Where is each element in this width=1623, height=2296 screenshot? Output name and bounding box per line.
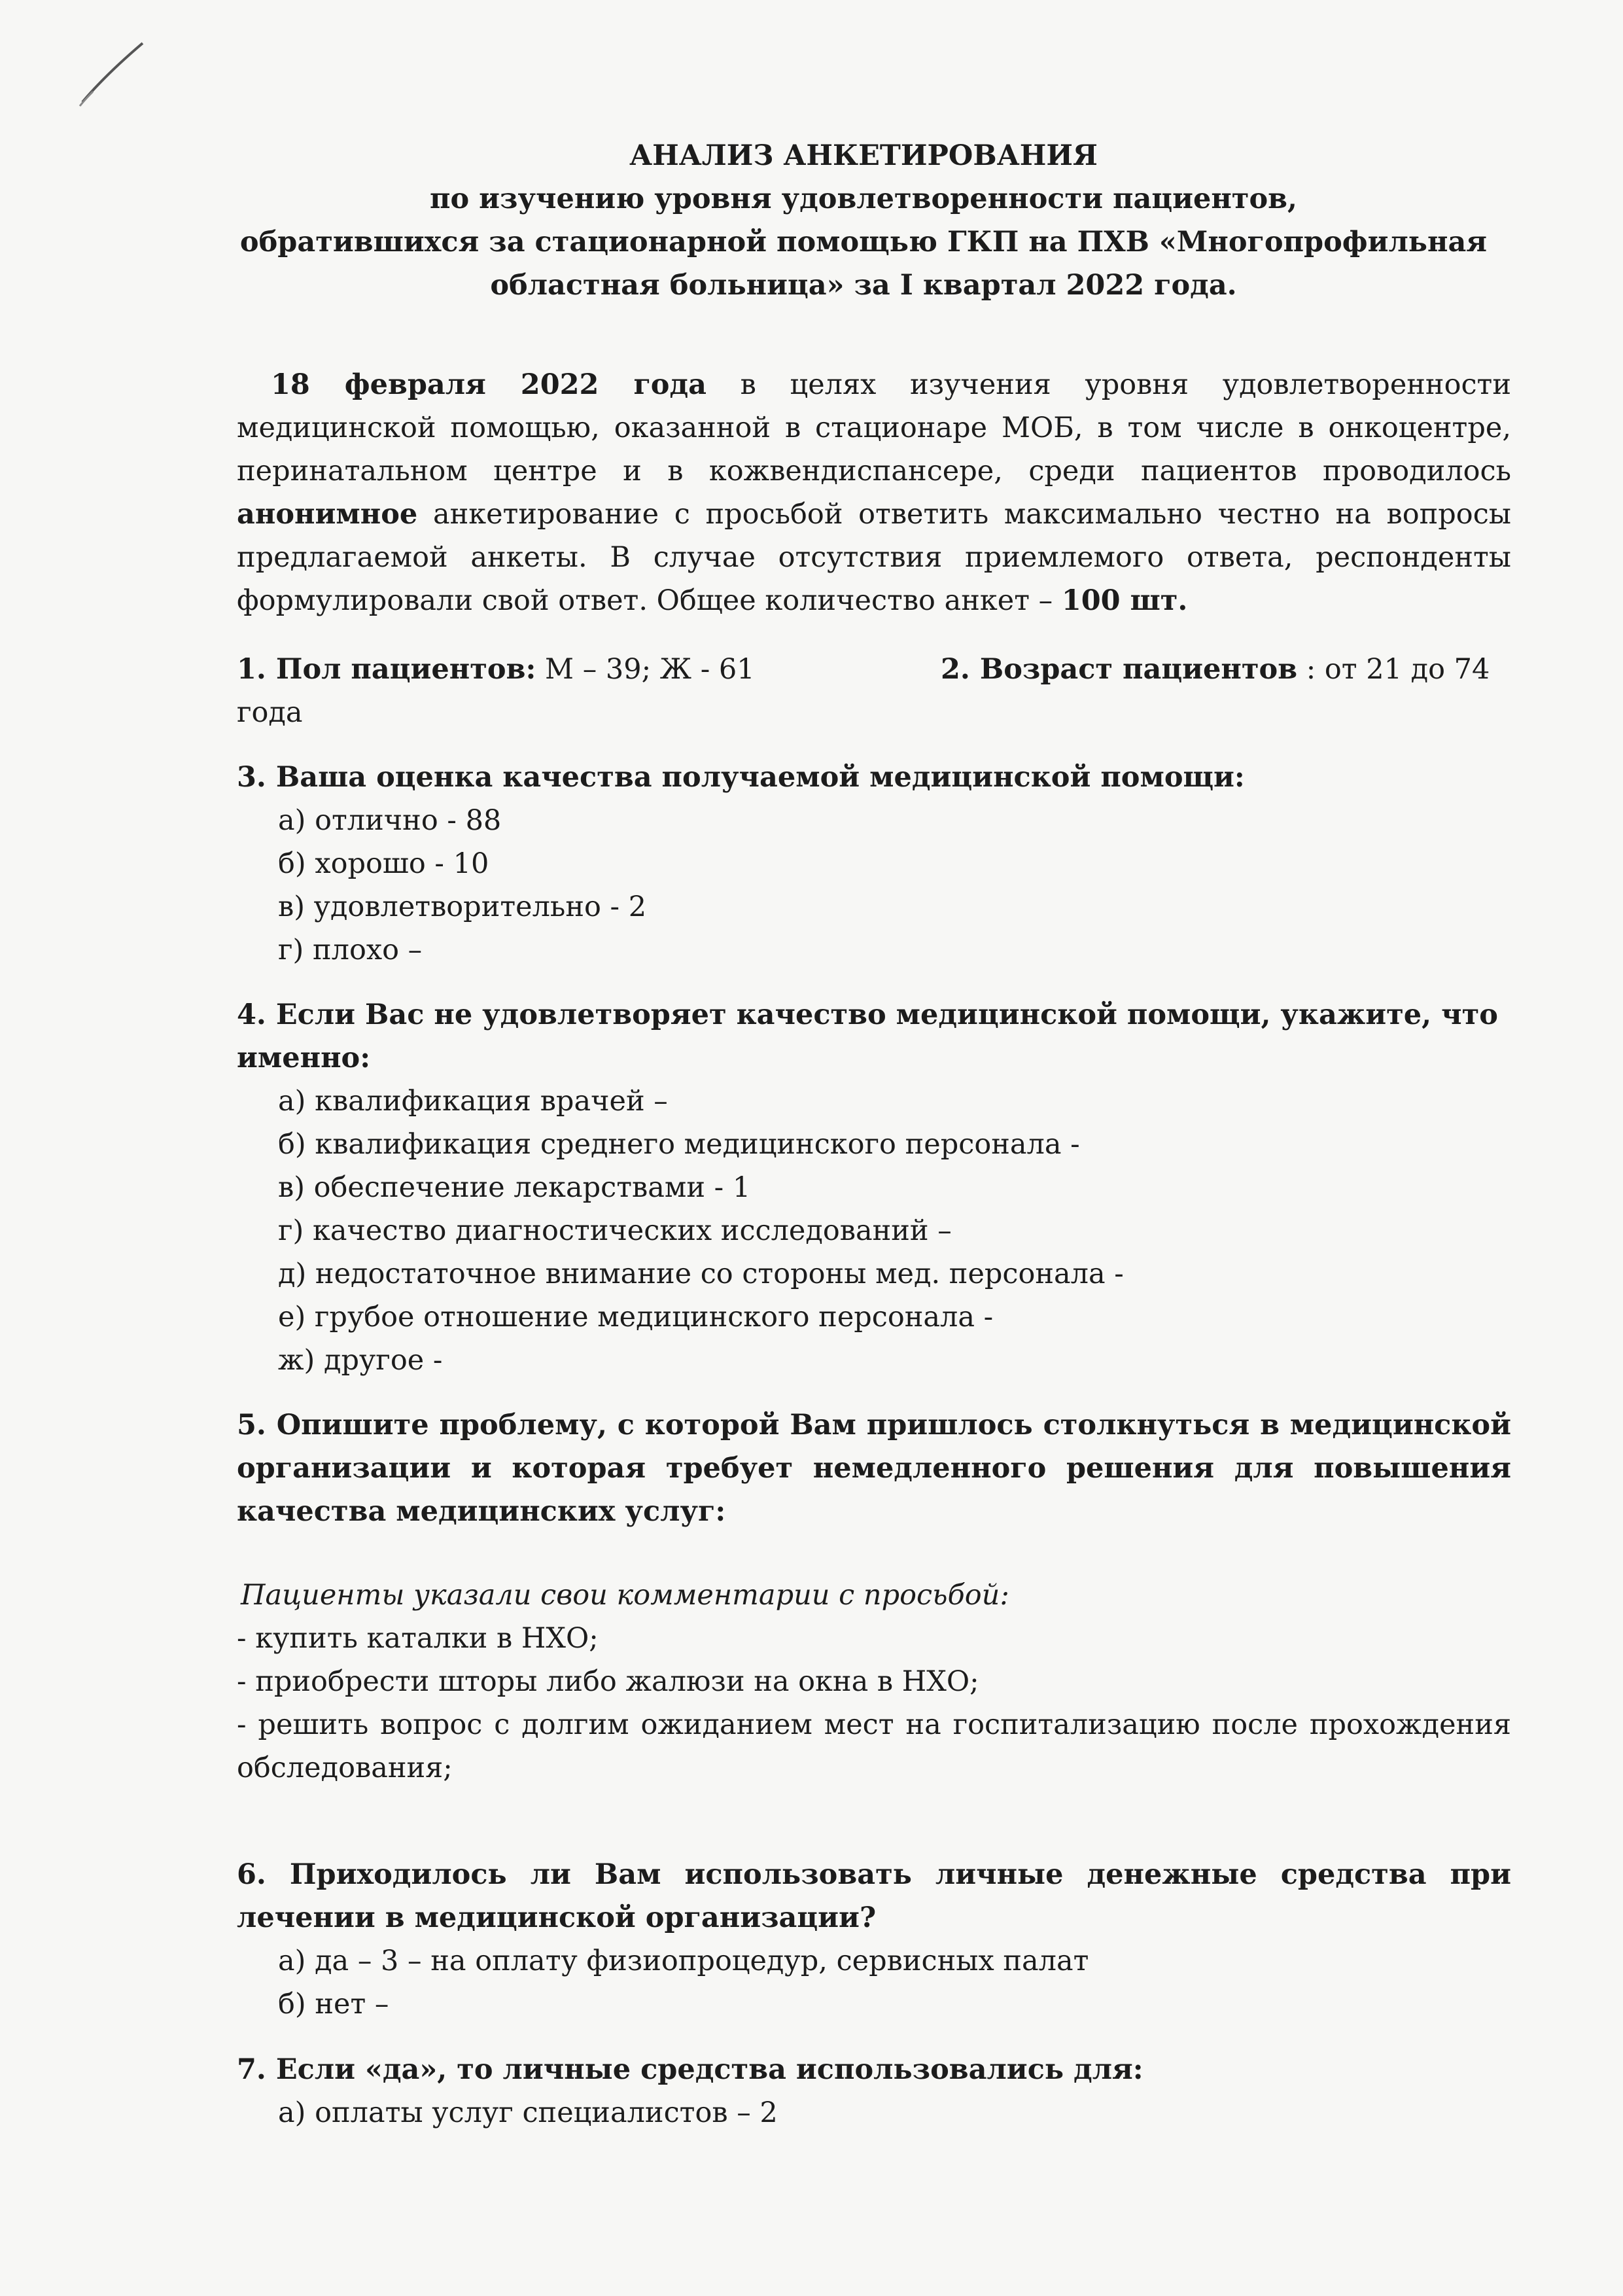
q1-value: М – 39; Ж - 61 — [545, 653, 755, 686]
q4-answer-c: в) обеспечение лекарствами - 1 — [278, 1171, 751, 1204]
q3-answer-a: а) отлично - 88 — [278, 804, 502, 837]
q1-label: 1. Пол пациентов: — [237, 653, 536, 686]
intro-text-1: в целях изучения уровня удовлетворенности медицинской помощью, оказанной в стационаре МОБ, в том числе в онкоцентре, перинатальном центре и в кожвендиспансере, среди пациентов проводилось — [237, 368, 1512, 487]
q6-answer-a: а) да – 3 – на оплату физиопроцедур, сервисных палат — [278, 1945, 1089, 1977]
q3-question: 3. Ваша оценка качества получаемой медицинской помощи: — [237, 761, 1245, 794]
q4-answer-e: д) недостаточное внимание со стороны мед. персонала - — [278, 1258, 1124, 1290]
q4-answer-b: б) квалификация среднего медицинского персонала - — [278, 1128, 1080, 1161]
title-line-4: областная больница» за I квартал 2022 года. — [490, 269, 1237, 302]
q4-question-line-2: именно: — [237, 1042, 371, 1074]
q4-answer-a: а) квалификация врачей – — [278, 1085, 668, 1118]
paperclip-mark-icon — [77, 39, 149, 111]
document-title — [236, 134, 1492, 307]
q5-comment-1: - купить каталки в НХО; — [237, 1622, 599, 1655]
q4-question-line-1: 4. Если Вас не удовлетворяет качество медицинской помощи, укажите, что — [237, 998, 1498, 1031]
q2-value-continuation: года — [237, 696, 303, 729]
title-line-1: АНАЛИЗ АНКЕТИРОВАНИЯ — [629, 139, 1098, 172]
q2-label: 2. Возраст пациентов — [941, 653, 1298, 686]
q5-intro: Пациенты указали свои комментарии с просьбой: — [241, 1579, 1009, 1612]
intro-anonymous: анонимное — [237, 498, 418, 531]
q4-answer-g: ж) другое - — [278, 1344, 443, 1377]
intro-date: 18 февраля 2022 года — [271, 368, 707, 401]
q7-question: 7. Если «да», то личные средства использовались для: — [237, 2053, 1143, 2086]
q4-answer-f: е) грубое отношение медицинского персонала - — [278, 1301, 994, 1333]
title-line-3: обратившихся за стационарной помощью ГКП на ПХВ «Многопрофильная — [239, 226, 1488, 258]
q6-answer-b: б) нет – — [278, 1988, 389, 2021]
q4-answer-d: г) качество диагностических исследований – — [278, 1214, 952, 1247]
q5-comment-3: - решить вопрос с долгим ожиданием мест на госпитализацию после прохождения обследования; — [237, 1708, 1511, 1784]
q5-question: 5. Опишите проблему, с которой Вам пришлось столкнуться в медицинской организации и которая требует немедленного решения для повышения качества медицинских услуг: — [237, 1409, 1511, 1528]
q2-age — [941, 648, 1490, 691]
intro-count: 100 шт. — [1061, 584, 1188, 617]
q1-gender — [237, 648, 755, 691]
q2-value: : от 21 до 74 — [1306, 653, 1490, 686]
q7-answer-a: а) оплаты услуг специалистов – 2 — [278, 2096, 778, 2129]
q3-answer-b: б) хорошо - 10 — [278, 847, 489, 880]
q3-answer-d: г) плохо – — [278, 934, 423, 966]
q5-comment-2: - приобрести шторы либо жалюзи на окна в НХО; — [237, 1665, 979, 1698]
q6-question: 6. Приходилось ли Вам использовать личные денежные средства при лечении в медицинской организации? — [237, 1858, 1511, 1934]
title-line-2: по изучению уровня удовлетворенности пациентов, — [430, 183, 1297, 215]
q3-answer-c: в) удовлетворительно - 2 — [278, 891, 647, 923]
q4-question — [237, 993, 1511, 1080]
intro-text-2: анкетирование с просьбой ответить максимально честно на вопросы предлагаемой анкеты. В случае отсутствия приемлемого ответа, респонденты формулировали свой ответ. Общее количество анкет – — [237, 498, 1511, 617]
intro-paragraph — [237, 363, 1511, 622]
